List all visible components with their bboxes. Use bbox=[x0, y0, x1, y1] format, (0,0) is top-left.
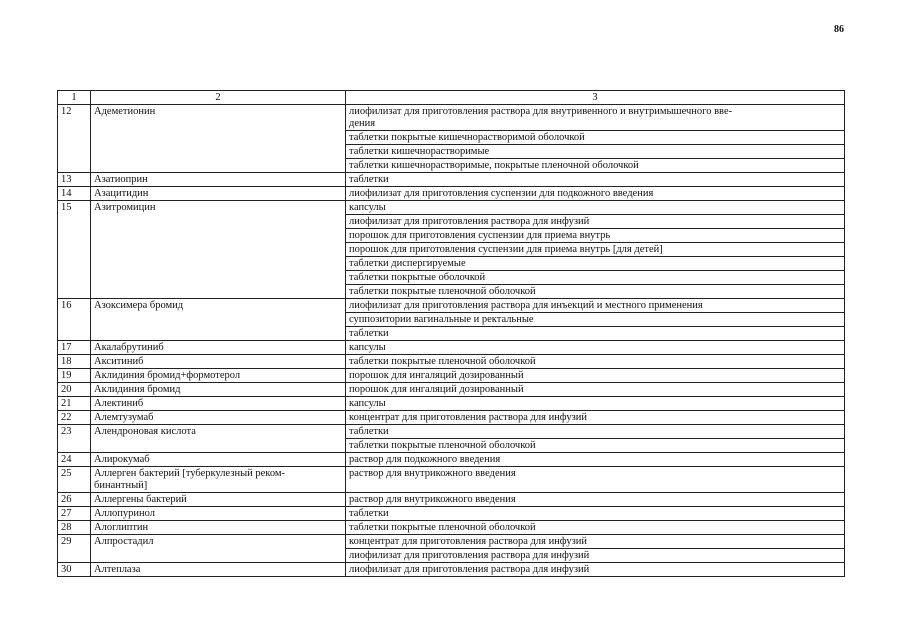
dosage-form: таблетки покрытые оболочкой bbox=[346, 271, 845, 285]
table-row bbox=[58, 521, 845, 535]
row-number: 16 bbox=[58, 299, 91, 341]
row-number: 24 bbox=[58, 453, 91, 467]
header-col-3: 3 bbox=[346, 91, 845, 105]
dosage-form: таблетки bbox=[346, 425, 845, 439]
table-row bbox=[58, 187, 845, 201]
dosage-form: раствор для подкожного введения bbox=[346, 453, 845, 467]
dosage-form: капсулы bbox=[346, 201, 845, 215]
drug-name: Алектиниб bbox=[91, 397, 346, 411]
table-row bbox=[58, 201, 845, 215]
drug-name: Акалабрутиниб bbox=[91, 341, 346, 355]
dosage-form: концентрат для приготовления раствора для инфузий bbox=[346, 411, 845, 425]
table-row bbox=[58, 453, 845, 467]
row-number: 20 bbox=[58, 383, 91, 397]
dosage-form: лиофилизат для приготовления раствора для инфузий bbox=[346, 549, 845, 563]
row-number: 17 bbox=[58, 341, 91, 355]
dosage-form: таблетки диспергируемые bbox=[346, 257, 845, 271]
drug-name: Азатиоприн bbox=[91, 173, 346, 187]
dosage-form: таблетки покрытые пленочной оболочкой bbox=[346, 521, 845, 535]
dosage-form: таблетки покрытые пленочной оболочкой bbox=[346, 439, 845, 453]
header-col-2: 2 bbox=[91, 91, 346, 105]
dosage-form: лиофилизат для приготовления раствора для инфузий bbox=[346, 215, 845, 229]
table-row bbox=[58, 411, 845, 425]
table-header-row bbox=[58, 91, 845, 105]
table-row bbox=[58, 425, 845, 439]
dosage-form: таблетки кишечнорастворимые, покрытые пленочной оболочкой bbox=[346, 159, 845, 173]
dosage-form: таблетки кишечнорастворимые bbox=[346, 145, 845, 159]
table-row bbox=[58, 105, 845, 131]
row-number: 12 bbox=[58, 105, 91, 173]
dosage-form: капсулы bbox=[346, 397, 845, 411]
drug-name: Азитромицин bbox=[91, 201, 346, 299]
dosage-form: лиофилизат для приготовления суспензии для подкожного введения bbox=[346, 187, 845, 201]
dosage-form: таблетки покрытые пленочной оболочкой bbox=[346, 285, 845, 299]
drug-name: Аклидиния бромид+формотерол bbox=[91, 369, 346, 383]
drug-name: Алпростадил bbox=[91, 535, 346, 563]
dosage-form: таблетки покрытые пленочной оболочкой bbox=[346, 355, 845, 369]
dosage-form: концентрат для приготовления раствора для инфузий bbox=[346, 535, 845, 549]
row-number: 26 bbox=[58, 493, 91, 507]
row-number: 19 bbox=[58, 369, 91, 383]
row-number: 29 bbox=[58, 535, 91, 563]
table-row bbox=[58, 341, 845, 355]
page-number: 86 bbox=[834, 24, 844, 35]
header-col-1: 1 bbox=[58, 91, 91, 105]
row-number: 15 bbox=[58, 201, 91, 299]
drug-name: Алендроновая кислота bbox=[91, 425, 346, 453]
dosage-form: суппозитории вагинальные и ректальные bbox=[346, 313, 845, 327]
drug-name: Аллерген бактерий [туберкулезный реком- бинантный] bbox=[91, 467, 346, 493]
dosage-form: порошок для приготовления суспензии для приема внутрь bbox=[346, 229, 845, 243]
dosage-form: таблетки bbox=[346, 327, 845, 341]
drug-name: Аллопуринол bbox=[91, 507, 346, 521]
row-number: 23 bbox=[58, 425, 91, 453]
table-row bbox=[58, 493, 845, 507]
table-row bbox=[58, 369, 845, 383]
drug-name: Акситиниб bbox=[91, 355, 346, 369]
drug-name: Аллергены бактерий bbox=[91, 493, 346, 507]
dosage-form: лиофилизат для приготовления раствора для внутривенного и внутримышечного вве- дения bbox=[346, 105, 845, 131]
table-row bbox=[58, 397, 845, 411]
dosage-form: таблетки покрытые кишечнорастворимой оболочкой bbox=[346, 131, 845, 145]
table-row bbox=[58, 355, 845, 369]
table-row bbox=[58, 383, 845, 397]
dosage-form: капсулы bbox=[346, 341, 845, 355]
dosage-form: таблетки bbox=[346, 173, 845, 187]
table-row bbox=[58, 563, 845, 577]
row-number: 27 bbox=[58, 507, 91, 521]
row-number: 22 bbox=[58, 411, 91, 425]
drug-name: Алтеплаза bbox=[91, 563, 346, 577]
dosage-form: лиофилизат для приготовления раствора для инфузий bbox=[346, 563, 845, 577]
dosage-form: раствор для внутрикожного введения bbox=[346, 467, 845, 493]
row-number: 14 bbox=[58, 187, 91, 201]
row-number: 13 bbox=[58, 173, 91, 187]
table-row bbox=[58, 299, 845, 313]
dosage-form: лиофилизат для приготовления раствора для инъекций и местного применения bbox=[346, 299, 845, 313]
row-number: 28 bbox=[58, 521, 91, 535]
dosage-form: порошок для ингаляций дозированный bbox=[346, 369, 845, 383]
drug-name: Алемтузумаб bbox=[91, 411, 346, 425]
table-row bbox=[58, 507, 845, 521]
drug-name: Азоксимера бромид bbox=[91, 299, 346, 341]
dosage-form: порошок для приготовления суспензии для приема внутрь [для детей] bbox=[346, 243, 845, 257]
dosage-form: таблетки bbox=[346, 507, 845, 521]
drug-name: Аклидиния бромид bbox=[91, 383, 346, 397]
drug-name: Адеметионин bbox=[91, 105, 346, 173]
table-row bbox=[58, 535, 845, 549]
table-row bbox=[58, 173, 845, 187]
drug-name: Алирокумаб bbox=[91, 453, 346, 467]
row-number: 21 bbox=[58, 397, 91, 411]
row-number: 18 bbox=[58, 355, 91, 369]
row-number: 25 bbox=[58, 467, 91, 493]
dosage-form: раствор для внутрикожного введения bbox=[346, 493, 845, 507]
dosage-form: порошок для ингаляций дозированный bbox=[346, 383, 845, 397]
drug-name: Азацитидин bbox=[91, 187, 346, 201]
drug-name: Алоглиптин bbox=[91, 521, 346, 535]
table-row bbox=[58, 467, 845, 493]
drug-table bbox=[57, 90, 845, 577]
row-number: 30 bbox=[58, 563, 91, 577]
